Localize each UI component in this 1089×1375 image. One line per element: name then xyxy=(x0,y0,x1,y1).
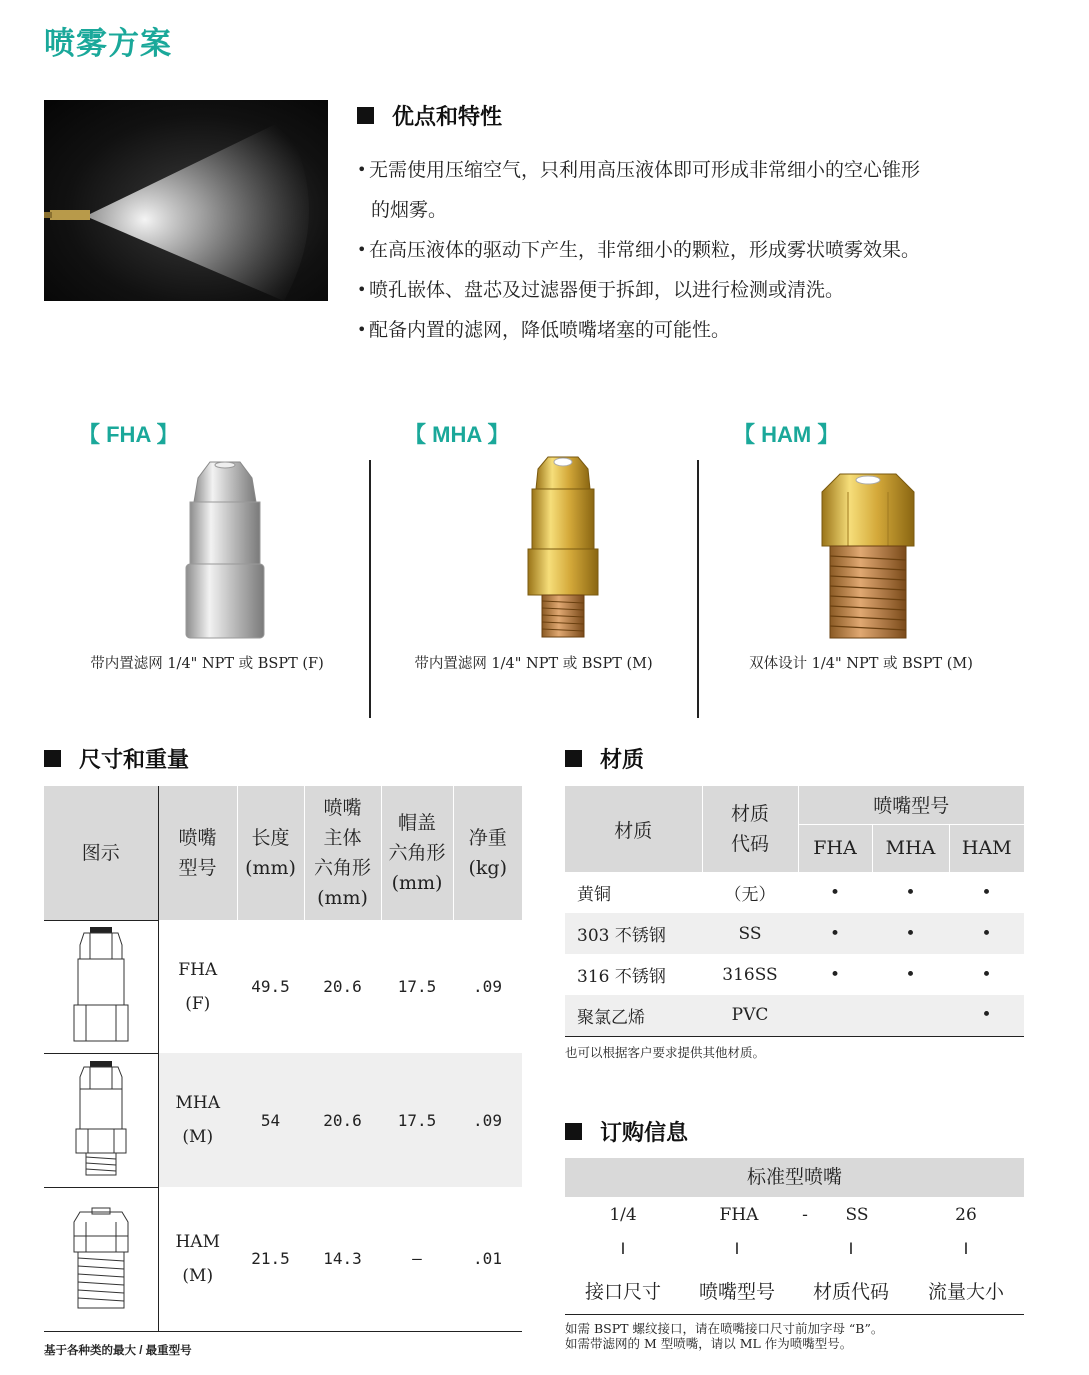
col-header-text: 代码 xyxy=(730,833,769,855)
cell-model xyxy=(158,920,237,1053)
col-header-text: (kg) xyxy=(468,857,507,879)
ordering-notes xyxy=(565,1321,883,1351)
col-header-text: 长度 xyxy=(251,827,290,849)
example-flow: 26 xyxy=(955,1205,977,1225)
col-header-text: (mm) xyxy=(245,857,296,879)
cell-ham: • xyxy=(981,964,992,985)
cell-material: 聚氯乙烯 xyxy=(565,995,702,1036)
col-header-text: 净重 xyxy=(468,827,507,849)
col-header-code xyxy=(702,786,798,872)
col-header-text: (mm) xyxy=(391,872,443,894)
materials-table xyxy=(565,786,1024,1037)
fha-drawing xyxy=(44,920,158,1053)
thread-text: (M) xyxy=(182,1127,214,1147)
product-label-ham: 【 HAM 】 xyxy=(733,422,840,447)
cell-length: 49.5 xyxy=(251,977,290,996)
ordering-note: 如需 BSPT 螺纹接口，请在喷嘴接口尺寸前加字母 “B”。 xyxy=(565,1321,884,1336)
col-header-hex xyxy=(304,786,381,920)
product-label-fha: 【 FHA 】 xyxy=(78,422,179,447)
ordering-heading xyxy=(565,1116,688,1147)
col-header-figure: 图示 xyxy=(44,786,158,920)
ham-nozzle-image xyxy=(818,470,918,640)
cell-hex: 20.6 xyxy=(304,1053,381,1187)
materials-note: 也可以根据客户要求提供其他材质。 xyxy=(565,1045,766,1060)
col-header-models: 喷嘴型号 xyxy=(798,786,1024,824)
cell-mha: • xyxy=(872,913,949,954)
dimensions-heading xyxy=(44,743,189,774)
square-bullet-icon xyxy=(357,107,374,124)
ordering-separator-row xyxy=(565,1233,1024,1269)
fha-nozzle-image xyxy=(180,458,270,640)
label-flow: 流量大小 xyxy=(927,1281,1005,1303)
divider-line xyxy=(369,460,371,718)
ordering-labels-row xyxy=(565,1269,1024,1315)
features-heading-text: 优点和特性 xyxy=(392,104,503,130)
cell-code: （无） xyxy=(724,885,776,905)
table-row xyxy=(44,1187,522,1331)
ordering-table xyxy=(565,1158,1024,1315)
separator-mark: I xyxy=(734,1239,740,1258)
mha-drawing xyxy=(44,1053,158,1187)
col-header-fha: FHA xyxy=(798,824,872,872)
cell-weight: .09 xyxy=(453,1053,522,1187)
product-caption-mha: 带内置滤网 1/4" NPT 或 BSPT (M) xyxy=(414,656,653,672)
table-header-row xyxy=(565,786,1024,824)
feature-item: • 在高压液体的驱动下产生，非常细小的颗粒，形成雾状喷雾效果。 xyxy=(357,230,997,270)
cell-code: PVC xyxy=(702,995,798,1036)
divider-line xyxy=(697,460,699,718)
feature-item: • 配备内置的滤网，降低喷嘴堵塞的可能性。 xyxy=(357,310,997,350)
feature-item-continued-text: 的烟雾。 xyxy=(371,199,448,221)
table-row xyxy=(44,920,522,1053)
example-model: FHA xyxy=(719,1205,759,1225)
label-model: 喷嘴型号 xyxy=(698,1281,776,1303)
feature-item: • 无需使用压缩空气，只利用高压液体即可形成非常细小的空心锥形 xyxy=(357,150,997,190)
cell-ham: • xyxy=(949,995,1024,1036)
thread-text: (M) xyxy=(182,1265,214,1286)
label-material: 材质代码 xyxy=(812,1281,890,1303)
mha-nozzle-image xyxy=(518,453,608,639)
cell-mha: • xyxy=(905,964,916,985)
cell-fha: • xyxy=(798,913,872,954)
dimensions-heading-text: 尺寸和重量 xyxy=(79,747,190,773)
materials-heading xyxy=(565,743,644,774)
col-header-text: 材质 xyxy=(730,803,769,825)
table-row xyxy=(565,913,1024,954)
model-text: HAM xyxy=(175,1231,220,1252)
dimensions-footnote: 基于各种类的最大 / 最重型号 xyxy=(44,1345,192,1357)
square-bullet-icon xyxy=(565,1123,582,1140)
cell-cap: 17.5 xyxy=(381,1053,453,1187)
square-bullet-icon xyxy=(565,750,582,767)
col-header-weight xyxy=(453,786,522,920)
ordering-table-title: 标准型喷嘴 xyxy=(565,1158,1024,1197)
col-header-text: 帽盖 xyxy=(397,812,436,834)
col-header-material: 材质 xyxy=(565,786,702,872)
cell-fha xyxy=(798,995,872,1036)
cell-ham: • xyxy=(949,913,1024,954)
col-header-text: 六角形 xyxy=(313,857,371,879)
col-header-length xyxy=(237,786,304,920)
example-size: 1/4 xyxy=(609,1205,637,1225)
col-header-text: 主体 xyxy=(323,827,362,849)
col-header-text: 型号 xyxy=(178,857,217,879)
separator-mark: I xyxy=(620,1239,626,1258)
cell-model xyxy=(158,1053,237,1187)
separator-mark: I xyxy=(848,1239,854,1258)
col-header-ham: HAM xyxy=(949,824,1024,872)
table-row xyxy=(565,995,1024,1036)
cell-fha: • xyxy=(829,882,841,903)
dimensions-table xyxy=(44,786,522,1332)
example-dash: - xyxy=(802,1205,808,1225)
materials-heading-text: 材质 xyxy=(600,747,645,773)
ordering-example-row xyxy=(565,1197,1024,1233)
product-label-mha: 【 MHA 】 xyxy=(404,422,510,447)
col-header-text: 六角形 xyxy=(388,842,446,864)
ham-drawing xyxy=(44,1187,158,1331)
table-row xyxy=(44,1053,522,1187)
cell-weight: .01 xyxy=(453,1187,522,1331)
col-header-model xyxy=(158,786,237,920)
cell-material: 黄铜 xyxy=(577,885,611,905)
feature-item: • 喷孔嵌体、盘芯及过滤器便于拆卸，以进行检测或清洗。 xyxy=(357,270,997,310)
cell-material: 303 不锈钢 xyxy=(565,913,702,954)
cell-hex: 14.3 xyxy=(304,1187,381,1331)
cell-material: 316 不锈钢 xyxy=(577,967,666,987)
model-text: MHA xyxy=(175,1093,220,1113)
cell-fha: • xyxy=(829,964,841,985)
cell-code: SS xyxy=(702,913,798,954)
col-header-mha: MHA xyxy=(872,824,949,872)
cell-mha xyxy=(872,995,949,1036)
spray-photo xyxy=(44,100,328,301)
ordering-heading-text: 订购信息 xyxy=(600,1120,689,1146)
example-material: SS xyxy=(845,1205,869,1225)
thread-text: (F) xyxy=(185,993,211,1014)
product-caption-ham: 双体设计 1/4" NPT 或 BSPT (M) xyxy=(749,656,973,672)
ordering-note: 如需带滤网的 M 型喷嘴，请以 ML 作为喷嘴型号。 xyxy=(565,1336,853,1351)
label-size: 接口尺寸 xyxy=(584,1281,662,1303)
table-header-row xyxy=(44,786,522,920)
cell-mha: • xyxy=(905,882,916,903)
product-caption-fha: 带内置滤网 1/4" NPT 或 BSPT (F) xyxy=(90,656,324,672)
cell-hex: 20.6 xyxy=(323,977,362,996)
col-header-text: 喷嘴 xyxy=(323,797,362,819)
cell-model xyxy=(158,1187,237,1331)
model-text: FHA xyxy=(178,959,218,980)
table-row xyxy=(565,954,1024,995)
cell-cap: 17.5 xyxy=(397,977,437,996)
table-row xyxy=(565,872,1024,913)
features-list xyxy=(357,150,997,350)
features-heading xyxy=(357,100,502,131)
cell-ham: • xyxy=(981,882,992,903)
col-header-text: (mm) xyxy=(317,887,368,909)
page-title: 喷雾方案 xyxy=(44,26,172,62)
cell-cap: – xyxy=(381,1187,453,1331)
col-header-text: 喷嘴 xyxy=(178,827,217,849)
cell-length: 54 xyxy=(237,1053,304,1187)
cell-length: 21.5 xyxy=(237,1187,304,1331)
square-bullet-icon xyxy=(44,750,61,767)
feature-item-continued xyxy=(357,190,997,230)
cell-code: 316SS xyxy=(722,964,778,985)
cell-weight: .09 xyxy=(473,977,502,996)
separator-mark: I xyxy=(963,1239,969,1258)
col-header-cap xyxy=(381,786,453,920)
